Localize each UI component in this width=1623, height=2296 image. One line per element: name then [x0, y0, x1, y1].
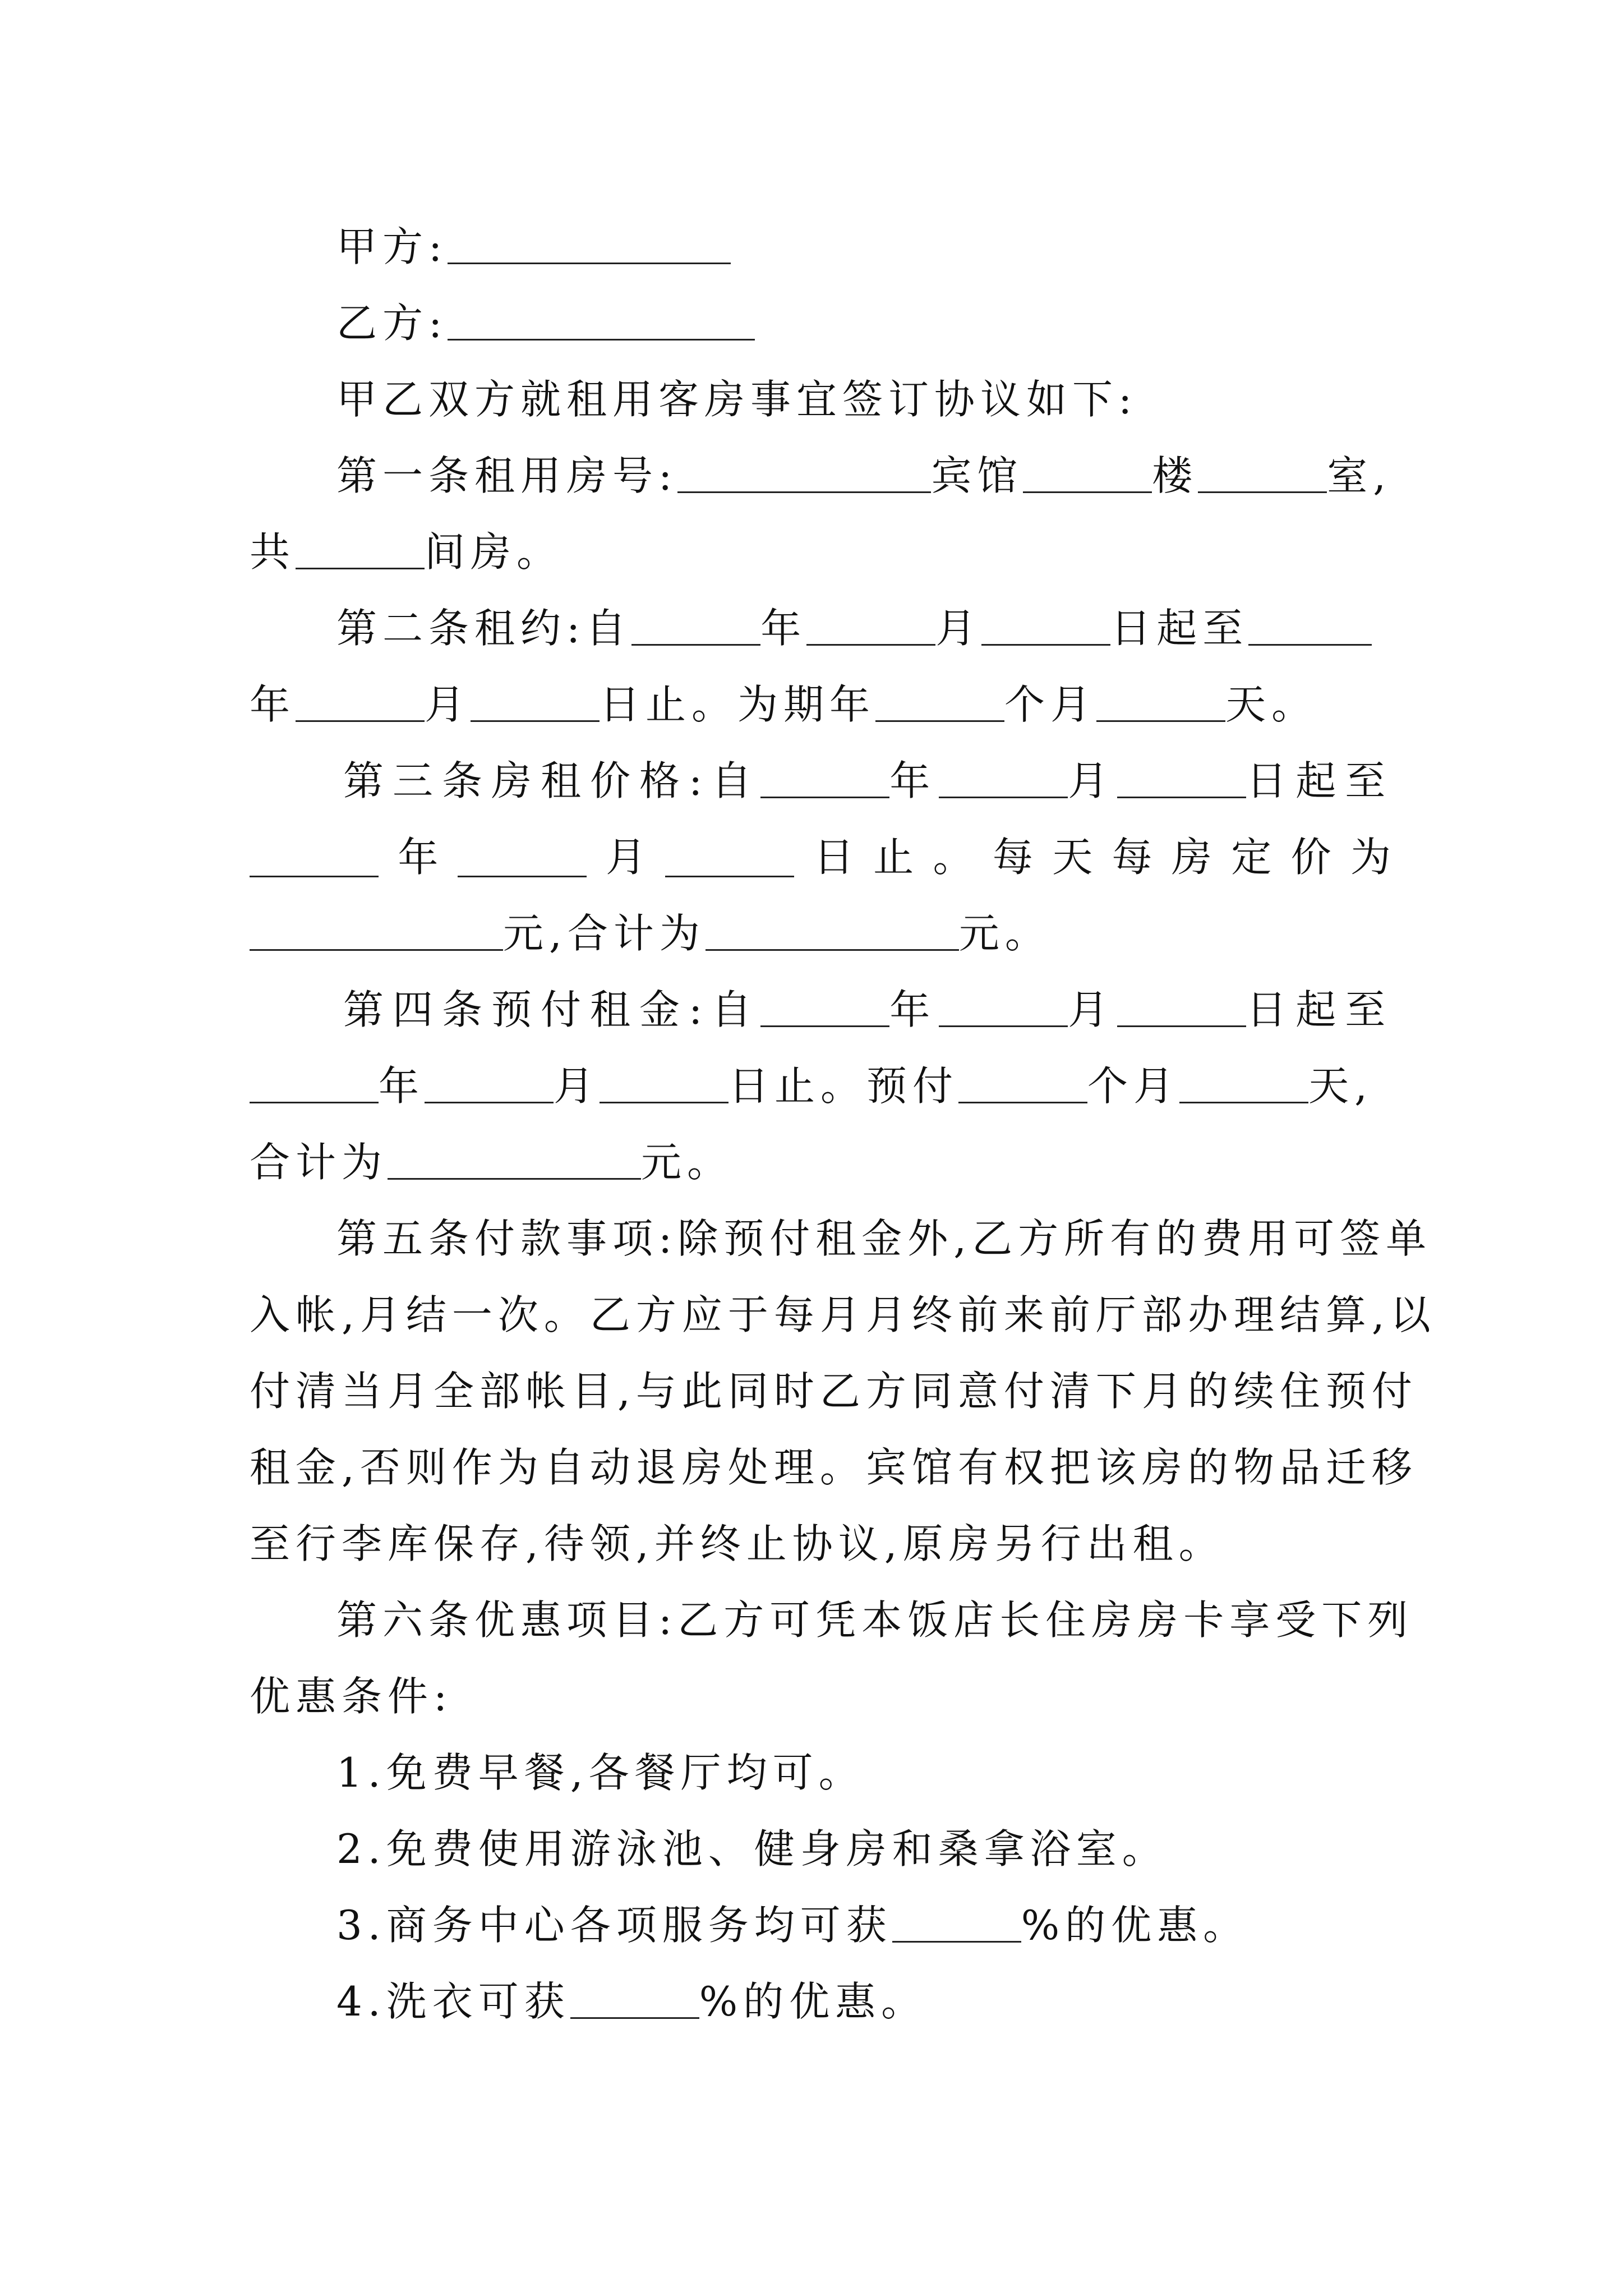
party-b-blank[interactable] [448, 305, 755, 341]
art2-text-2: 年 [760, 605, 807, 652]
benefit-item-1: 1.免费早餐,各餐厅均可。 [336, 1749, 865, 1796]
article-1-line-1 [336, 452, 1392, 499]
art3-text-10: 每 [992, 834, 1033, 881]
prepay-days-blank[interactable] [1179, 1068, 1308, 1103]
price-end-year-blank[interactable] [250, 842, 379, 877]
party-a-blank[interactable] [448, 229, 731, 264]
art3-text-1: 第三条房租价格:自 [343, 757, 761, 804]
art2-text-1: 第二条租约:自 [336, 605, 632, 652]
art4-text-1: 第四条预付租金:自 [343, 986, 761, 1033]
art2-text-5: 年 [250, 681, 296, 728]
article-5-line-3: 付清当月全部帐目,与此同时乙方同意付清下月的续住预付 [250, 1368, 1418, 1415]
article-6-line-2: 优惠条件: [250, 1673, 453, 1720]
party-b-line [336, 300, 755, 347]
prepay-end-year-blank[interactable] [250, 1068, 379, 1103]
art4-text-2: 年 [889, 986, 939, 1033]
art1-text-6: 间房。 [425, 528, 563, 576]
prepay-start-year-blank[interactable] [760, 992, 889, 1027]
floor-blank[interactable] [1198, 458, 1327, 493]
art2-text-4: 日起至 [1110, 605, 1249, 652]
article-5-line-5: 至行李库保存,待领,并终止协议,原房另行出租。 [250, 1520, 1225, 1567]
room-count-blank[interactable] [296, 534, 425, 569]
article-1-line-2 [250, 528, 563, 576]
lease-days-blank[interactable] [1096, 687, 1225, 722]
price-total-blank[interactable] [706, 915, 959, 951]
art2-text-7: 日止。为期年 [600, 681, 876, 728]
art1-text-1: 第一条租用房号: [336, 452, 678, 499]
article-4-line-3 [250, 1139, 734, 1186]
prepay-months-blank[interactable] [958, 1068, 1087, 1103]
party-a-line [336, 223, 731, 270]
lease-end-month-blank[interactable] [296, 687, 425, 722]
article-3-line-2 [250, 834, 1391, 881]
benefit-item-4-text: 4.洗衣可获 [336, 1978, 570, 2025]
art4-text-3: 月 [1068, 986, 1118, 1033]
art4-text-11: 元。 [641, 1139, 734, 1186]
art3-text-18: 元。 [958, 910, 1051, 957]
hotel-blank[interactable] [1023, 458, 1152, 493]
art3-text-3: 月 [1068, 757, 1118, 804]
article-6-line-1: 第六条优惠项目:乙方可凭本饭店长住房房卡享受下列 [336, 1596, 1414, 1644]
price-start-year-blank[interactable] [760, 763, 889, 798]
benefit-item-2: 2.免费使用游泳池、健身房和桑拿浴室。 [336, 1825, 1168, 1872]
art1-text-5: 共 [250, 528, 296, 576]
art3-text-7: 日 [813, 834, 854, 881]
party-b-label: 乙方: [336, 300, 448, 347]
art3-text-13: 房 [1171, 834, 1212, 881]
art3-text-17: 元,合计为 [503, 910, 706, 957]
art3-text-16: 为 [1350, 834, 1391, 881]
art4-text-4: 日起至 [1246, 986, 1395, 1033]
article-5-line-4: 租金,否则作为自动退房处理。宾馆有权把该房的物品迁移 [250, 1444, 1418, 1491]
art4-text-10: 合计为 [250, 1139, 388, 1186]
art3-text-9: 。 [933, 834, 974, 881]
lease-end-day-blank[interactable] [471, 687, 600, 722]
lease-start-month-blank[interactable] [806, 610, 935, 646]
price-end-month-blank[interactable] [458, 842, 587, 877]
article-3-line-1 [343, 757, 1395, 804]
article-5-line-1: 第五条付款事项:除预付租金外,乙方所有的费用可签单 [336, 1215, 1432, 1262]
art4-text-7: 日止。预付 [728, 1062, 959, 1110]
party-a-label: 甲方: [336, 223, 448, 270]
art3-text-2: 年 [889, 757, 939, 804]
prepay-end-day-blank[interactable] [600, 1068, 728, 1103]
price-end-day-blank[interactable] [665, 842, 794, 877]
art3-text-11: 天 [1052, 834, 1093, 881]
benefit-item-3-text: 3.商务中心各项服务均可获 [336, 1902, 892, 1949]
art1-text-3: 楼 [1152, 452, 1198, 499]
art3-text-15: 价 [1290, 834, 1331, 881]
room-number-blank[interactable] [677, 458, 931, 493]
price-start-month-blank[interactable] [939, 763, 1068, 798]
art3-text-5: 年 [398, 834, 439, 881]
art2-text-9: 天。 [1225, 681, 1318, 728]
art4-text-6: 月 [554, 1062, 600, 1110]
art3-text-8: 止 [873, 834, 914, 881]
art2-text-6: 月 [425, 681, 471, 728]
business-center-discount-blank[interactable] [892, 1907, 1021, 1943]
benefit-item-4 [336, 1978, 928, 2025]
lease-start-year-blank[interactable] [631, 610, 760, 646]
art2-text-8: 个月 [1004, 681, 1097, 728]
article-2-line-2 [250, 681, 1318, 728]
art4-text-5: 年 [379, 1062, 425, 1110]
benefit-item-3 [336, 1902, 1249, 1949]
article-3-line-3 [250, 910, 1051, 957]
intro-line: 甲乙双方就租用客房事宜签订协议如下: [336, 376, 1138, 423]
prepay-start-month-blank[interactable] [939, 992, 1068, 1027]
art1-text-2: 宾馆 [931, 452, 1023, 499]
art3-text-6: 月 [606, 834, 647, 881]
article-4-line-2 [250, 1062, 1373, 1110]
article-4-line-1 [343, 986, 1395, 1033]
prepay-end-month-blank[interactable] [425, 1068, 554, 1103]
price-start-day-blank[interactable] [1117, 763, 1246, 798]
laundry-discount-blank[interactable] [570, 1984, 699, 2019]
art3-text-12: 每 [1112, 834, 1152, 881]
daily-price-blank[interactable] [250, 915, 503, 951]
prepay-total-blank[interactable] [388, 1144, 641, 1180]
lease-end-year-blank[interactable] [1248, 610, 1372, 646]
benefit-item-4-suffix: %的优惠。 [699, 1978, 928, 2025]
benefit-item-3-suffix: %的优惠。 [1021, 1902, 1249, 1949]
lease-months-blank[interactable] [875, 687, 1004, 722]
art3-text-14: 定 [1231, 834, 1272, 881]
art3-text-4: 日起至 [1246, 757, 1395, 804]
art4-text-8: 个月 [1087, 1062, 1180, 1110]
prepay-start-day-blank[interactable] [1117, 992, 1246, 1027]
article-5-line-2: 入帐,月结一次。乙方应于每月月终前来前厅部办理结算,以 [250, 1291, 1436, 1338]
art2-text-3: 月 [935, 605, 982, 652]
lease-start-day-blank[interactable] [981, 610, 1110, 646]
article-2-line-1 [336, 605, 1372, 652]
art1-text-4: 室, [1327, 452, 1392, 499]
art4-text-9: 天, [1308, 1062, 1373, 1110]
